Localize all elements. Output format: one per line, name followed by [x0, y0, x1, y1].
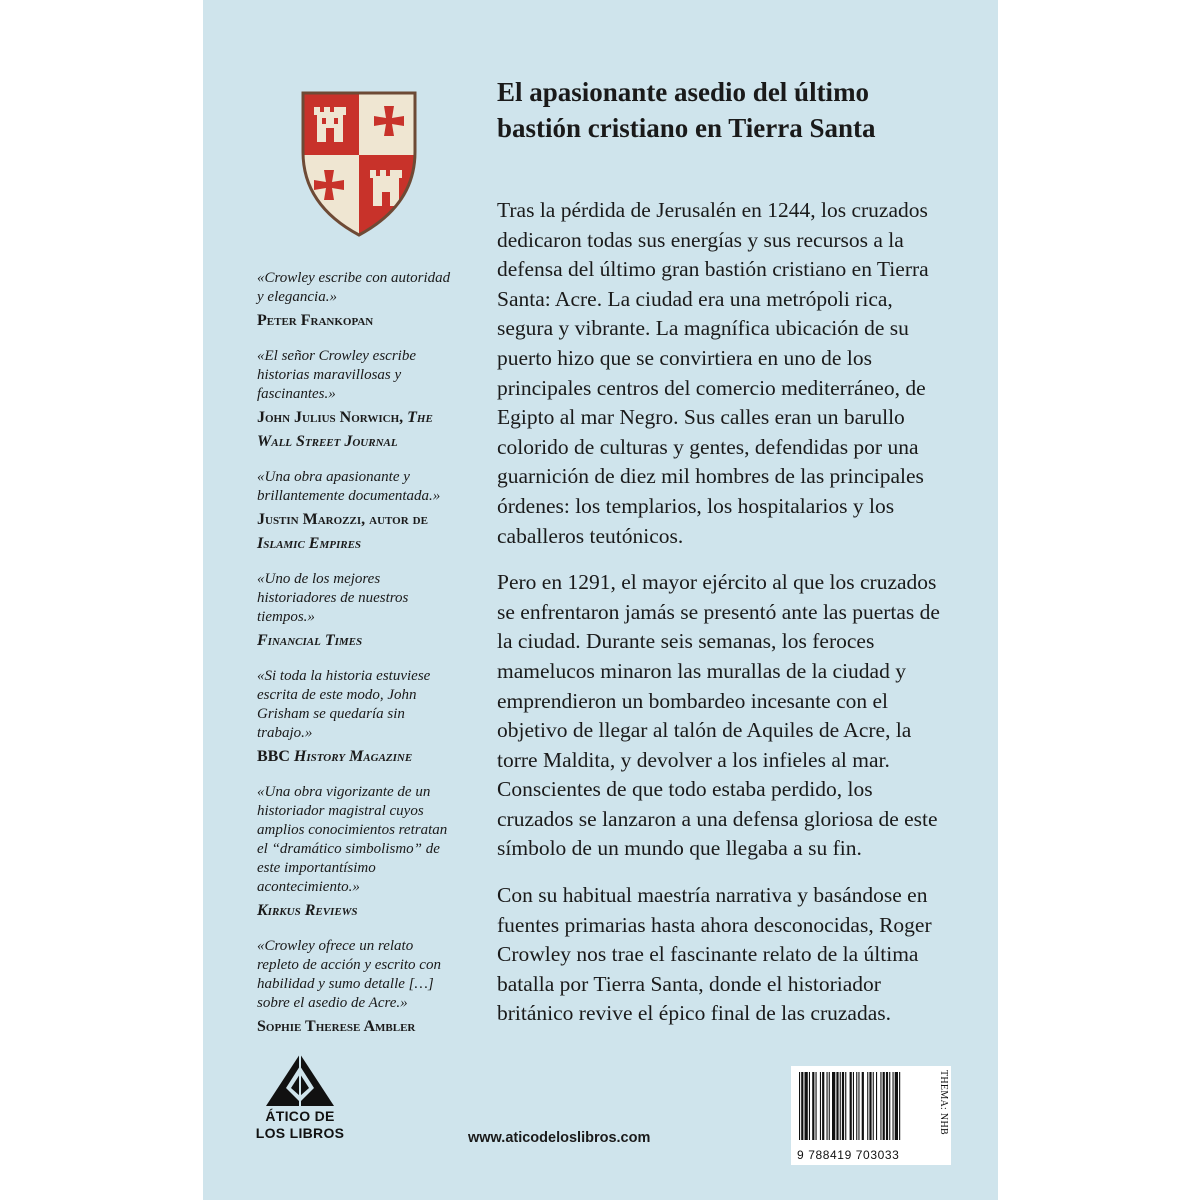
quote-attribution	[257, 899, 457, 923]
barcode-bar	[850, 1072, 852, 1140]
barcode-bar	[799, 1072, 800, 1140]
quote-attribution	[257, 309, 457, 333]
barcode-bar	[827, 1072, 828, 1140]
press-quote	[257, 667, 457, 769]
barcode-bar	[816, 1072, 817, 1140]
publisher-logo	[254, 1052, 346, 1142]
quote-text: «Crowley ofrece un relato repleto de acción y escrito con habilidad y sumo detalle […] sobre el asedio de Acre.»	[257, 938, 441, 1011]
quote-attribution	[257, 406, 457, 454]
quote-author: Sophie Therese Ambler	[257, 1018, 416, 1035]
barcode-bar	[805, 1072, 808, 1140]
barcode-bar	[862, 1072, 864, 1140]
barcode-bar	[809, 1072, 810, 1140]
barcode-bar	[895, 1072, 898, 1140]
barcode-bar	[853, 1072, 854, 1140]
barcode-bar	[873, 1072, 874, 1140]
barcode-bar	[829, 1072, 830, 1140]
publisher-name-line-1: ÁTICO DE	[265, 1108, 335, 1124]
barcode-bar	[842, 1072, 844, 1140]
barcode-bar	[812, 1072, 814, 1140]
quote-author: BBC	[257, 748, 290, 765]
quote-source: Financial Times	[257, 632, 363, 649]
press-quote	[257, 347, 457, 454]
quote-source: History Magazine	[293, 748, 413, 765]
headline-line-1: El apasionante asedio del último	[497, 77, 870, 107]
heraldic-shield-icon	[300, 90, 418, 238]
barcode-bar	[876, 1072, 877, 1140]
barcode-bar	[822, 1072, 824, 1140]
barcode-bar	[801, 1072, 803, 1140]
headline	[497, 74, 937, 146]
barcode-bar	[856, 1072, 857, 1140]
barcode-bar	[886, 1072, 888, 1140]
quote-source: Islamic Empires	[257, 535, 362, 552]
quote-attribution	[257, 508, 457, 556]
barcode-bar	[883, 1072, 885, 1140]
quote-text: «El señor Crowley escribe historias maravillosas y fascinantes.»	[257, 348, 417, 402]
press-quote	[257, 937, 457, 1039]
headline-line-2: bastión cristiano en Tierra Santa	[497, 113, 876, 143]
quote-text: «Uno de los mejores historiadores de nuestros tiempos.»	[257, 571, 409, 625]
barcode-bar	[845, 1072, 846, 1140]
isbn-number: 9 788419 703033	[797, 1148, 900, 1162]
press-quote	[257, 783, 457, 923]
barcode-bar	[836, 1072, 838, 1140]
synopsis-paragraph: Tras la pérdida de Jerusalén en 1244, los cruzados dedicaron todas sus energías y sus recursos a la defensa del último gran bastión cristiano en Tierra Santa: Acre. La ciudad era una metrópoli rica, segura y vibrante. La magnífica ubicación de su puerto hizo que se convirtiera en uno de los principales centros del comercio mediterráneo, de Egipto al mar Negro. Sus calles eran un barullo colorido de culturas y gentes, defendidas por una guarnición de diez mil hombres de las principales órdenes: los templarios, los hospitalarios y los caballeros teutónicos.	[497, 198, 929, 548]
thema-code: THEMA: NHB	[938, 1070, 949, 1135]
quote-text: «Si toda la historia estuviese escrita de este modo, John Grisham se quedaría sin trabajo.»	[257, 668, 431, 741]
quote-source: The Wall Street Journal	[257, 409, 433, 450]
barcode-bar	[899, 1072, 900, 1140]
barcode	[791, 1066, 951, 1165]
barcode-bar	[889, 1072, 890, 1140]
barcode-bar	[840, 1072, 841, 1140]
barcode-bar	[893, 1072, 894, 1140]
press-quotes	[257, 269, 457, 1053]
press-quote	[257, 269, 457, 333]
synopsis	[497, 196, 947, 1046]
press-quote	[257, 570, 457, 653]
barcode-bars	[797, 1072, 937, 1142]
synopsis-paragraph: Pero en 1291, el mayor ejército al que los cruzados se enfrentaron jamás se presentó ante las puertas de la ciudad. Durante seis semanas, los feroces mamelucos minaron las murallas de la ciudad y emprendieron un bombardeo incesante con el objetivo de llegar al talón de Aquiles de Acre, la torre Maldita, y devolver a los infieles al mar. Conscientes de que todo estaba perdido, los cruzados se lanzaron a una defensa gloriosa de este símbolo de un mundo que llegaba a su fin.	[497, 570, 940, 861]
barcode-bar	[832, 1072, 835, 1140]
quote-author: Justin Marozzi, autor de	[257, 511, 428, 528]
quote-attribution	[257, 745, 457, 769]
synopsis-paragraph: Con su habitual maestría narrativa y basándose en fuentes primarias hasta ahora desconocidas, Roger Crowley nos trae el fascinante relato de la última batalla por Tierra Santa, donde el historiador británico revive el épico final de las cruzadas.	[497, 883, 932, 1026]
publisher-website-link[interactable]: www.aticodeloslibros.com	[468, 1130, 651, 1146]
quote-attribution	[257, 629, 457, 653]
barcode-bar	[858, 1072, 859, 1140]
barcode-bar	[880, 1072, 881, 1140]
barcode-bar	[869, 1072, 871, 1140]
quote-source: Kirkus Reviews	[257, 902, 358, 919]
barcode-bar	[867, 1072, 868, 1140]
quote-text: «Una obra apasionante y brillantemente documentada.»	[257, 469, 441, 504]
quote-author: John Julius Norwich,	[257, 409, 404, 426]
quote-attribution	[257, 1015, 457, 1039]
quote-text: «Crowley escribe con autoridad y elegancia.»	[257, 270, 451, 305]
barcode-bar	[820, 1072, 821, 1140]
press-quote	[257, 468, 457, 556]
quote-text: «Una obra vigorizante de un historiador magistral cuyos amplios conocimientos retratan el “dramático simbolismo” de este importantísimo acontecimiento.»	[257, 784, 448, 895]
quote-author: Peter Frankopan	[257, 312, 374, 329]
publisher-name-line-2: LOS LIBROS	[255, 1125, 345, 1141]
triangle-logo-icon	[264, 1052, 336, 1108]
